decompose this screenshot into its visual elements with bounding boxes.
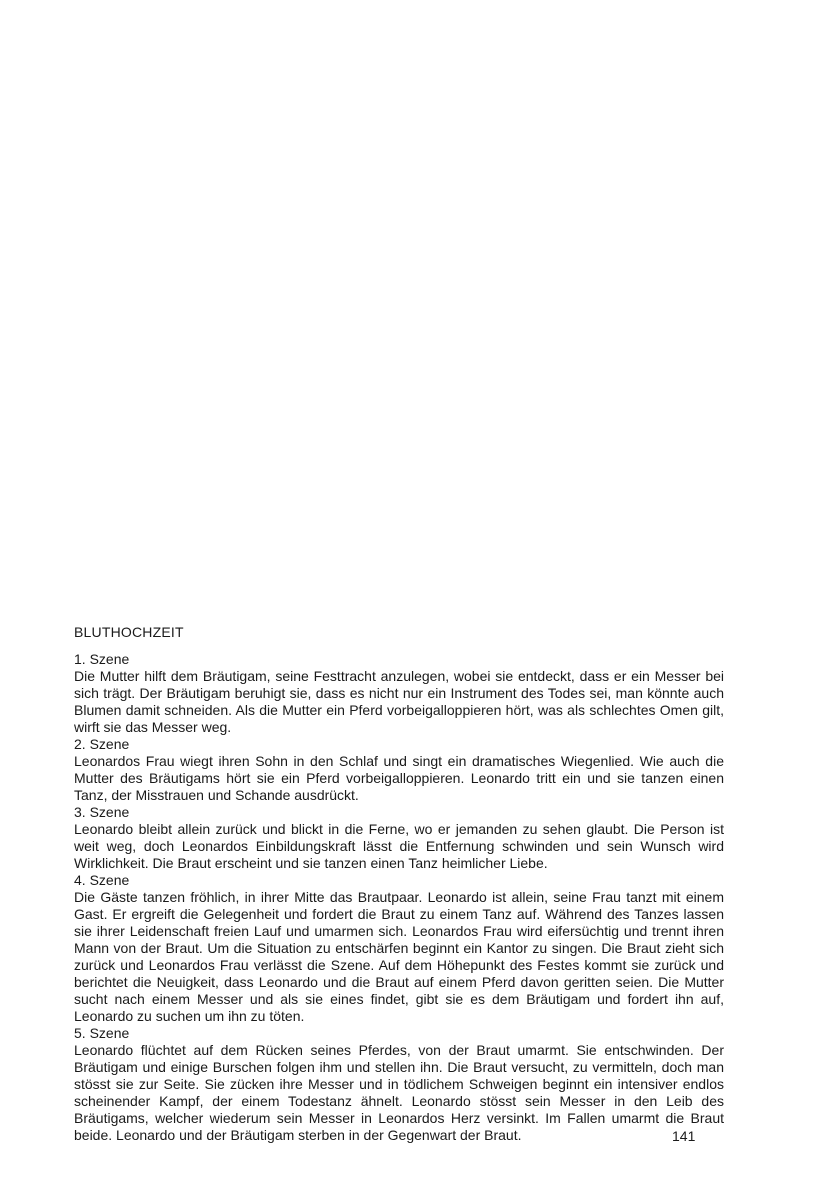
scene-section <box>74 804 724 872</box>
scene-heading: 1. Szene <box>74 651 130 667</box>
scene-section <box>74 651 724 736</box>
scene-text: Die Mutter hilft dem Bräutigam, seine Festtracht anzulegen, wobei sie entdeckt, dass er ein Messer bei sich trägt. Der Bräutigam beruhigt sie, dass es nicht nur ein Instrument des Todes sei, man könnte auch Blumen damit schneiden. Als die Mutter ein Pferd vorbeigalloppieren hört, was als schlechtes Omen gilt, wirft sie das Messer weg. <box>74 668 724 735</box>
scene-text: Leonardo flüchtet auf dem Rücken seines Pferdes, von der Braut umarmt. Sie entschwinden. Der Bräutigam und einige Burschen folgen ihm und stellen ihn. Die Braut versucht, zu vermitteln, doch man stösst sie zur Seite. Sie zücken ihre Messer und in tödlichem Schweigen beginnt ein intensiver endlos scheinender Kampf, der einem Todestanz ähnelt. Leonardo stösst sein Messer in den Leib des Bräutigams, welcher wiederum sein Messer in Leonardos Herz versinkt. Im Fallen umarmt die Braut beide. Leonardo und der Bräutigam sterben in der Gegenwart der Braut. <box>74 1042 724 1143</box>
scene-text: Leonardos Frau wiegt ihren Sohn in den Schlaf und singt ein dramatisches Wiegenlied. Wie auch die Mutter des Bräutigams hört sie ein Pferd vorbeigalloppieren. Leonardo tritt ein und sie tanzen einen Tanz, der Misstrauen und Schande ausdrückt. <box>74 753 724 803</box>
scene-heading: 5. Szene <box>74 1025 130 1041</box>
scene-text: Die Gäste tanzen fröhlich, in ihrer Mitte das Brautpaar. Leonardo ist allein, seine Frau tanzt mit einem Gast. Er ergreift die Gelegenheit und fordert die Braut zu einem Tanz auf. Während des Tanzes lassen sie ihrer Leidenschaft freien Lauf und umarmen sich. Leonardos Frau wird eifersüchtig und trennt ihren Mann von der Braut. Um die Situation zu entschärfen beginnt ein Kantor zu singen. Die Braut zieht sich zurück und Leonardos Frau verlässt die Szene. Auf dem Höhepunkt des Festes kommt sie zurück und berichtet die Neuigkeit, dass Leonardo und die Braut auf einem Pferd davon geritten seien. Die Mutter sucht nach einem Messer und als sie eines findet, gibt sie es dem Bräutigam und fordert ihn auf, Leonardo zu suchen um ihn zu töten. <box>74 889 724 1024</box>
scene-heading: 3. Szene <box>74 804 130 820</box>
scene-section <box>74 872 724 1025</box>
article-body <box>74 624 724 1144</box>
page-number: 141 <box>672 1128 696 1144</box>
document-title: BLUTHOCHZEIT <box>74 624 184 640</box>
scene-text: Leonardo bleibt allein zurück und blickt in die Ferne, wo er jemanden zu sehen glaubt. Die Person ist weit weg, doch Leonardos Einbildungskraft lässt die Entfernung schwinden und sein Wunsch wird Wirklichkeit. Die Braut erscheint und sie tanzen einen Tanz heimlicher Liebe. <box>74 821 724 871</box>
scene-heading: 4. Szene <box>74 872 130 888</box>
scene-section <box>74 1025 724 1144</box>
scene-heading: 2. Szene <box>74 736 130 752</box>
scene-section <box>74 736 724 804</box>
